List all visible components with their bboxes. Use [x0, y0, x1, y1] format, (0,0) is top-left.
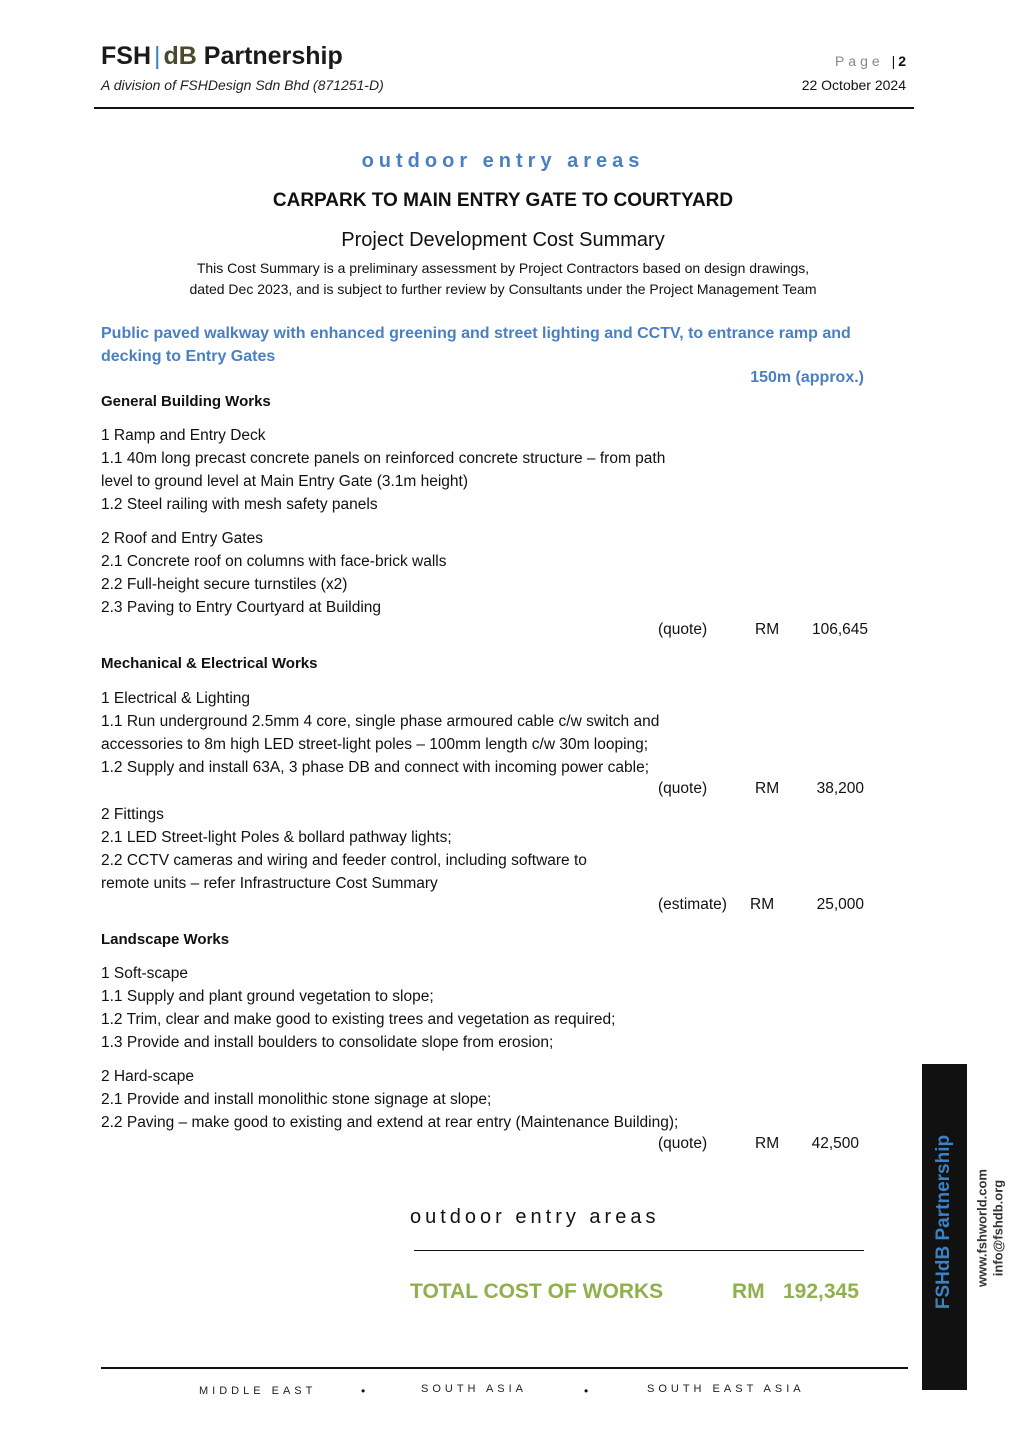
list-item: 2.1 LED Street-light Poles & bollard pathway lights;	[101, 829, 452, 846]
footer-divider	[101, 1367, 908, 1369]
cost-label: (quote)	[658, 780, 708, 797]
cost-amount: 25,000	[816, 896, 864, 913]
footer-region: SOUTH ASIA	[421, 1383, 528, 1395]
list-item: 1.2 Steel railing with mesh safety panels	[101, 496, 378, 513]
cost-currency: RM	[755, 621, 780, 638]
cost-amount: 42,500	[811, 1135, 859, 1152]
intro-line: This Cost Summary is a preliminary assessment by Project Contractors based on design drawings,	[196, 260, 810, 276]
division-text: A division of FSHDesign Sdn Bhd (871251-D)	[101, 77, 384, 93]
list-item: 1.2 Supply and install 63A, 3 phase DB and connect with incoming power cable;	[101, 759, 650, 776]
sidebar-website: www.fshworld.com	[974, 1169, 990, 1287]
list-item: 2.2 CCTV cameras and wiring and feeder control, including software to	[101, 852, 587, 869]
total-label: TOTAL COST OF WORKS	[410, 1280, 664, 1303]
list-item: 1 Ramp and Entry Deck	[101, 427, 266, 444]
brand-partnership: Partnership	[203, 42, 343, 70]
mechanical-group-2	[101, 803, 781, 895]
cost-currency: RM	[750, 896, 775, 913]
list-item: 2 Fittings	[101, 806, 164, 823]
list-item: level to ground level at Main Entry Gate (3.1m height)	[101, 473, 469, 490]
intro-line: dated Dec 2023, and is subject to further review by Consultants under the Project Management Team	[189, 281, 817, 297]
cost-currency: RM	[755, 1135, 780, 1152]
subtitle: Project Development Cost Summary	[341, 229, 665, 251]
list-item: 1.2 Trim, clear and make good to existing trees and vegetation as required;	[101, 1011, 616, 1028]
cost-amount: 106,645	[811, 621, 868, 638]
sidebar-brand: FSHdB Partnership	[933, 1134, 954, 1310]
landscape-works-heading: Landscape Works	[101, 931, 230, 948]
list-item: 2.1 Concrete roof on columns with face-brick walls	[101, 553, 447, 570]
page-label: Page	[834, 53, 884, 69]
general-group-1	[101, 424, 781, 516]
list-item: 2.3 Paving to Entry Courtyard at Building	[101, 599, 382, 616]
cost-amount: 38,200	[816, 780, 864, 797]
summary-divider	[414, 1250, 864, 1251]
list-item: 1.1 Run underground 2.5mm 4 core, single phase armoured cable c/w switch and	[101, 713, 660, 730]
footer-separator: •	[584, 1384, 589, 1398]
list-item: remote units – refer Infrastructure Cost Summary	[101, 875, 438, 892]
brand-bar: |	[154, 42, 161, 70]
scope-heading-line: decking to Entry Gates	[101, 348, 276, 365]
total-currency: RM	[732, 1280, 765, 1303]
list-item: 1.1 Supply and plant ground vegetation to slope;	[101, 988, 434, 1005]
header-divider	[94, 107, 914, 109]
page-separator: |	[891, 53, 896, 69]
main-title: CARPARK TO MAIN ENTRY GATE TO COURTYARD	[272, 190, 734, 211]
scope-heading-line: Public paved walkway with enhanced greening and street lighting and CCTV, to entrance ramp and	[101, 325, 851, 342]
cost-label: (quote)	[658, 1135, 708, 1152]
mechanical-works-heading: Mechanical & Electrical Works	[101, 655, 318, 672]
landscape-group-1	[101, 962, 781, 1054]
footer-region: MIDDLE EAST	[199, 1385, 317, 1397]
list-item: 1 Electrical & Lighting	[101, 690, 251, 707]
list-item: 2 Hard-scape	[101, 1068, 195, 1085]
cost-currency: RM	[755, 780, 780, 797]
footer-region: SOUTH EAST ASIA	[647, 1383, 805, 1395]
brand-db: dB	[163, 42, 197, 70]
list-item: 2.2 Full-height secure turnstiles (x2)	[101, 576, 348, 593]
mechanical-group-1	[101, 687, 781, 779]
page-number: 2	[898, 53, 906, 69]
list-item: 2 Roof and Entry Gates	[101, 530, 263, 547]
list-item: accessories to 8m high LED street-light poles – 100mm length c/w 30m looping;	[101, 736, 649, 753]
summary-label: outdoor entry areas	[410, 1206, 660, 1228]
list-item: 2.2 Paving – make good to existing and extend at rear entry (Maintenance Building);	[101, 1114, 679, 1131]
sidebar-email: info@fshdb.org	[990, 1179, 1006, 1277]
landscape-group-2	[101, 1065, 781, 1134]
cost-label: (quote)	[658, 621, 708, 638]
brand-logo	[101, 42, 343, 71]
list-item: 2.1 Provide and install monolithic stone signage at slope;	[101, 1091, 492, 1108]
cost-label: (estimate)	[658, 896, 727, 913]
section-title: outdoor entry areas	[361, 150, 645, 172]
footer-separator: •	[361, 1384, 366, 1398]
total-amount: 192,345	[783, 1280, 859, 1303]
scope-heading	[101, 322, 891, 368]
intro-text	[0, 258, 1006, 300]
document-date: 22 October 2024	[801, 77, 906, 93]
scope-length: 150m (approx.)	[750, 369, 864, 386]
page-indicator	[835, 53, 906, 69]
general-group-2	[101, 527, 781, 619]
list-item: 1 Soft-scape	[101, 965, 189, 982]
list-item: 1.3 Provide and install boulders to consolidate slope from erosion;	[101, 1034, 554, 1051]
list-item: 1.1 40m long precast concrete panels on reinforced concrete structure – from path	[101, 450, 666, 467]
brand-fsh: FSH	[101, 42, 151, 70]
general-works-heading: General Building Works	[101, 393, 271, 410]
